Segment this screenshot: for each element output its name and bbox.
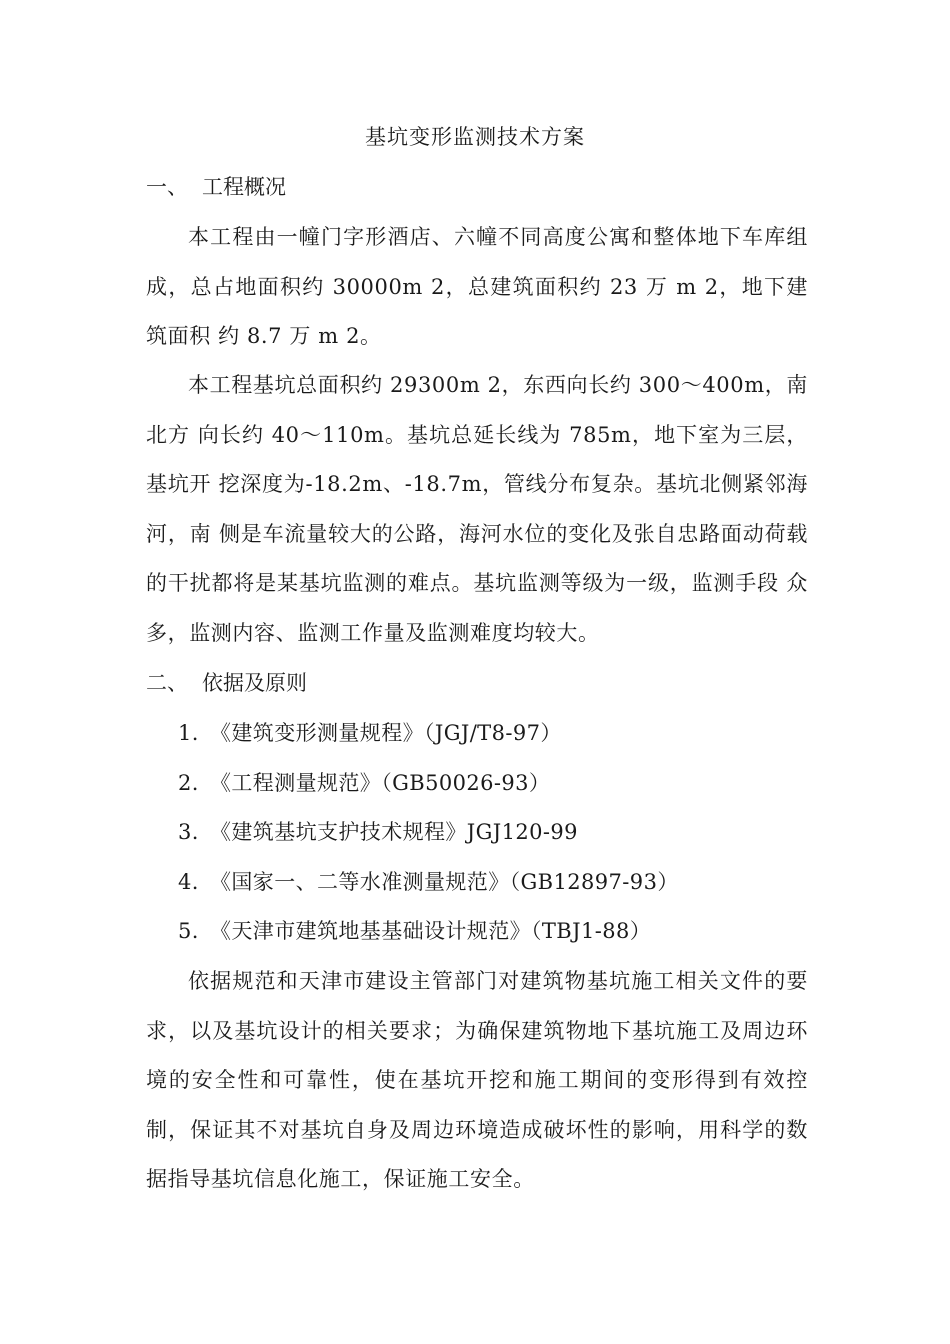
basis-paragraph: 依据规范和天津市建设主管部门对建筑物基坑施工相关文件的要求，以及基坑设计的相关要求；为确保建筑物地下基坑施工及周边环境的安全性和可靠性，使在基坑开挖和施工期间的变形得到有效控制，保证其不对基坑自身及周边环境造成破坏性的影响，用科学的数据指导基坑信息化施工，保证施工安全。: [146, 969, 808, 1191]
list-index: 3.: [178, 820, 199, 844]
section-number: 二、: [146, 671, 188, 695]
list-item: [178, 817, 679, 867]
list-item: [178, 867, 679, 917]
section-number: 一、: [146, 175, 188, 199]
reference-text: 《工程测量规范》（GB50026-93）: [210, 770, 551, 795]
section-heading-overview: [146, 172, 286, 202]
overview-paragraph-1: 本工程由一幢门字形酒店、六幢不同高度公寓和整体地下车库组成，总占地面积约 30000m 2，总建筑面积约 23 万 m 2，地下建筑面积 约 8.7 万 m 2。: [146, 225, 808, 348]
list-index: 4.: [178, 869, 199, 894]
list-index: 1.: [178, 721, 199, 745]
section-title: 工程概况: [202, 175, 286, 199]
list-item: [178, 718, 679, 768]
reference-text: 《天津市建筑地基基础设计规范》（TBJ1-88）: [210, 919, 652, 943]
overview-paragraph-2: 本工程基坑总面积约 29300m 2，东西向长约 300～400m，南北方 向长约 40～110m。基坑总延长线为 785m，地下室为三层，基坑开 挖深度为-18.2m、-18.7m，管线分布复杂。基坑北侧紧邻海河，南 侧是车流量较大的公路，海河水位的变化及张自忠路面动荷载的干扰都将是某基坑监测的难点。基坑监测等级为一级，监测手段 众多，监测内容、监测工作量及监测难度均较大。: [146, 373, 808, 645]
list-item: [178, 768, 679, 818]
list-index: 2.: [178, 770, 199, 795]
reference-text: 《国家一、二等水准测量规范》（GB12897-93）: [210, 869, 679, 894]
section-heading-basis: [146, 668, 307, 698]
list-index: 5.: [178, 919, 199, 943]
reference-text: 《建筑变形测量规程》（JGJ/T8-97）: [210, 721, 562, 745]
reference-text: 《建筑基坑支护技术规程》JGJ120-99: [210, 820, 578, 844]
document-title: 基坑变形监测技术方案: [365, 125, 585, 149]
reference-list: [178, 718, 679, 966]
section-title: 依据及原则: [202, 671, 307, 695]
